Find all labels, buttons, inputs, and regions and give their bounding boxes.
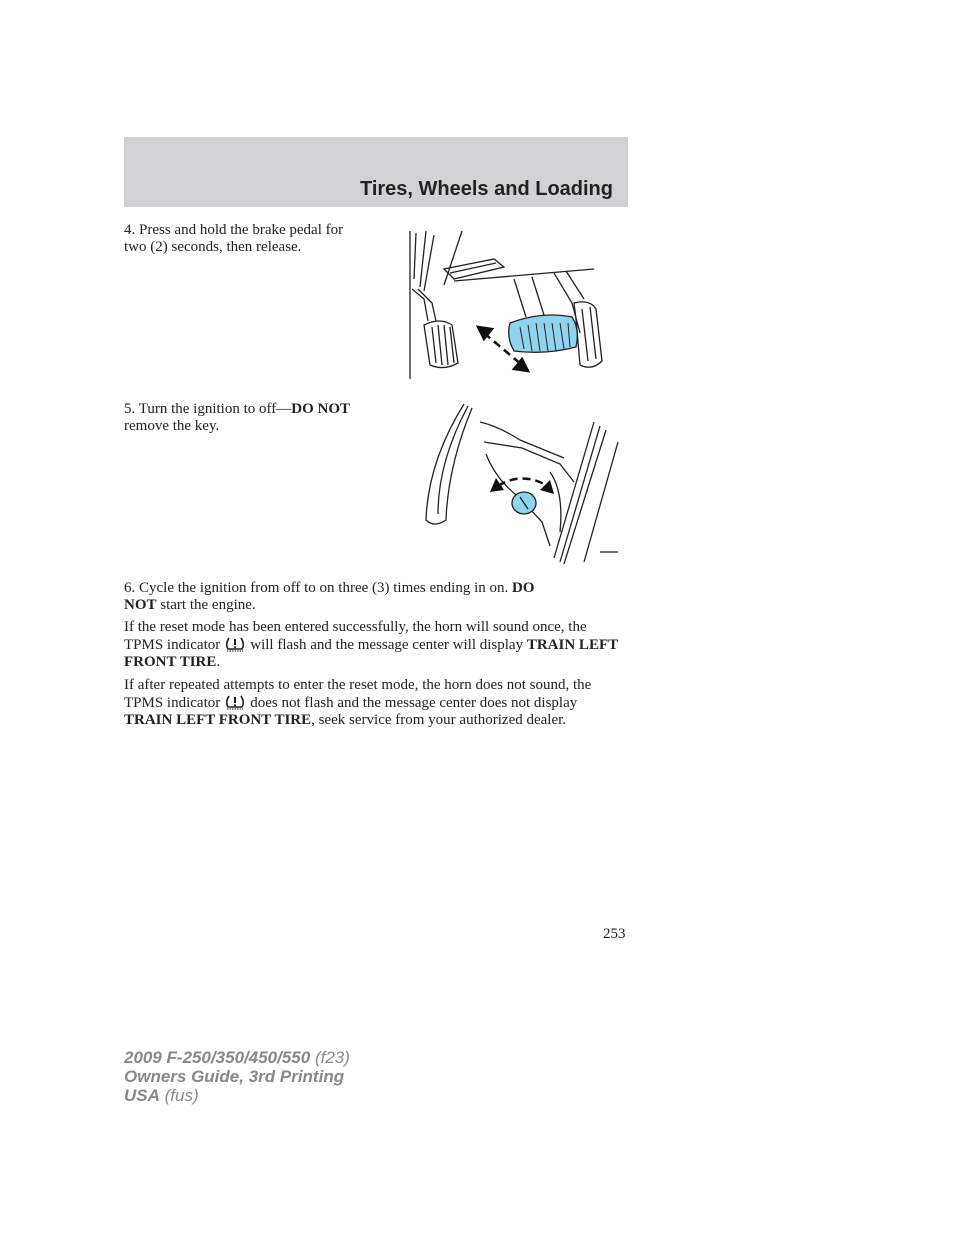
footer-line-3: USA (fus) (124, 1086, 199, 1105)
step-6-text: 6. Cycle the ignition from off to on three (3) times ending in on. DO NOT start the engine. (124, 580, 535, 613)
document-footer (124, 1048, 350, 1105)
section-title: Tires, Wheels and Loading (359, 178, 613, 200)
tpms-warning-icon (224, 694, 246, 710)
reset-success-paragraph: If the reset mode has been entered successfully, the horn will sound once, the TPMS indicator will flash and the message center will display TRAIN LEFT FRONT TIRE. (124, 619, 618, 670)
page-number: 253 (603, 926, 626, 942)
footer-line-2: Owners Guide, 3rd Printing (124, 1067, 345, 1086)
step-5-text: 5. Turn the ignition to off—DO NOT remove the key. (124, 401, 351, 434)
section-header (124, 137, 628, 207)
ignition-key-illustration (424, 402, 620, 564)
brake-pedal-highlight (509, 315, 578, 352)
footer-line-1: 2009 F-250/350/450/550 (f23) (124, 1048, 350, 1067)
ignition-key-highlight (512, 492, 536, 514)
brake-pedal-illustration (404, 229, 612, 381)
tpms-warning-icon (224, 636, 246, 652)
reset-failure-paragraph: If after repeated attempts to enter the reset mode, the horn does not sound, the TPMS indicator does not flash and the message center does not display TRAIN LEFT FRONT TIRE, seek service from your authorized dealer. (124, 677, 592, 728)
step-4-text: 4. Press and hold the brake pedal for two (2) seconds, then release. (124, 222, 344, 255)
